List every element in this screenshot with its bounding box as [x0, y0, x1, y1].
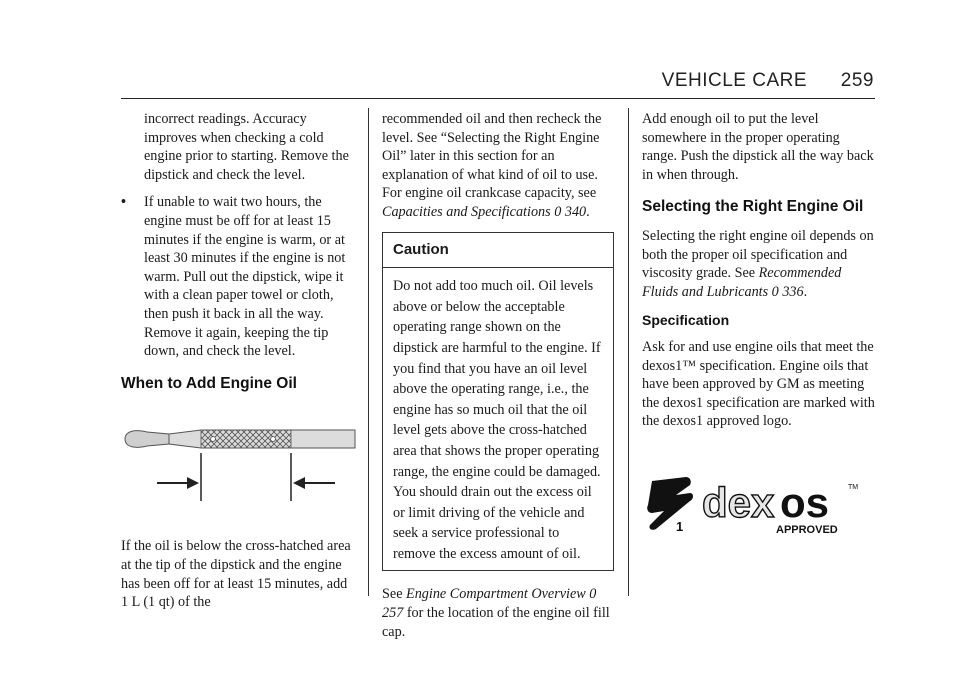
when-to-add-body: If the oil is below the cross-hatched area at the tip of the dipstick and the engine has been off for at least 15 minutes, add 1 L (1 qt) of the	[121, 538, 351, 611]
fill-cap-text: for the location of the engine oil fill cap.	[382, 605, 610, 640]
page-number: 259	[840, 70, 874, 91]
caution-body: Do not add too much oil. Oil levels above or below the acceptable operating range shown on the dipstick are harmful to the engine. If you find that you have an oil level above the operating range, i.e., the engine has so much oil that the oil level gets above the cross-hatched area that shows the proper operating range, the engine could be damaged. You should drain out the excess oil or limit driving of the vehicle and seek a service professional to remove the excess amount of oil.	[393, 278, 601, 562]
engine-compartment-link[interactable]: Engine Compartment Overview	[406, 586, 586, 603]
column-divider-1	[368, 108, 369, 596]
recheck-paragraph: recommended oil and then recheck the level. See “Selecting the Right Engine Oil” later in this section for an explanation of what kind of oil to use. For engine oil crankcase capacity, see Capacities and Specifications 0 340.	[382, 111, 602, 220]
dexos-emblem-icon	[647, 477, 693, 530]
engine-compartment-page-ref[interactable]: 0 257	[382, 586, 597, 622]
column-3	[642, 110, 878, 539]
caution-title: Caution	[383, 233, 613, 269]
intro-paragraph: incorrect readings. Accuracy improves when checking a cold engine prior to starting. Remove the dipstick and check the level.	[144, 111, 349, 183]
selecting-oil-text: Selecting the right engine oil depends on both the proper oil specification and viscosity grade. See	[642, 227, 874, 282]
bullet-marker: •	[121, 194, 126, 211]
see-label: See	[382, 586, 403, 603]
fluids-lubricants-link[interactable]: Recommended Fluids and Lubricants	[642, 265, 842, 300]
selecting-oil-heading: Selecting the Right Engine Oil	[642, 198, 864, 216]
column-divider-2	[628, 108, 629, 596]
fluids-lubricants-page-ref[interactable]: 0 336	[771, 283, 804, 300]
column-1	[121, 110, 357, 621]
capacities-page-ref[interactable]: 0 340	[554, 203, 587, 220]
logo-tm: TM	[848, 483, 859, 491]
bullet-item	[121, 193, 357, 360]
selecting-oil-paragraph: Selecting the right engine oil depends on both the proper oil specification and viscosity grade. See Recommended Fluids and Lubricants 0 336.	[642, 227, 874, 300]
recheck-text: recommended oil and then recheck the level. See “Selecting the Right Engine Oil” later in this section for an explanation of what kind of oil to use. For engine oil crankcase capacity, see	[382, 111, 602, 202]
section-title: VEHICLE CARE	[661, 70, 808, 91]
logo-dex: dex	[702, 478, 775, 526]
dexos-approved-logo	[646, 473, 874, 539]
specification-paragraph: Ask for and use engine oils that meet the dexos1™ specification. Engine oils that have been approved by GM as meeting the dexos1 specification are marked with the dexos1 approved logo.	[642, 338, 875, 430]
add-oil-paragraph: Add enough oil to put the level somewhere in the proper operating range. Push the dipstick all the way back in when through.	[642, 111, 874, 183]
logo-one: 1	[676, 518, 684, 534]
when-to-add-heading: When to Add Engine Oil	[121, 374, 297, 392]
capacities-link[interactable]: Capacities and Specifications	[382, 203, 551, 220]
logo-os: os	[780, 478, 830, 526]
page-header	[662, 70, 874, 92]
caution-box	[382, 232, 614, 572]
header-rule	[121, 98, 875, 99]
dipstick-illustration	[121, 417, 357, 507]
logo-approved: APPROVED	[776, 523, 838, 536]
specification-heading: Specification	[642, 312, 730, 329]
fill-cap-paragraph	[382, 585, 614, 641]
bullet-text: If unable to wait two hours, the engine must be off for at least 15 minutes if the engine is warm, or at least 30 minutes if the engine is not warm. Pull out the dipstick, wipe it with a clean paper towel or cloth, then push it back in all the way. Remove it again, keeping the tip down, and check the level.	[144, 194, 346, 360]
column-2	[382, 110, 614, 650]
